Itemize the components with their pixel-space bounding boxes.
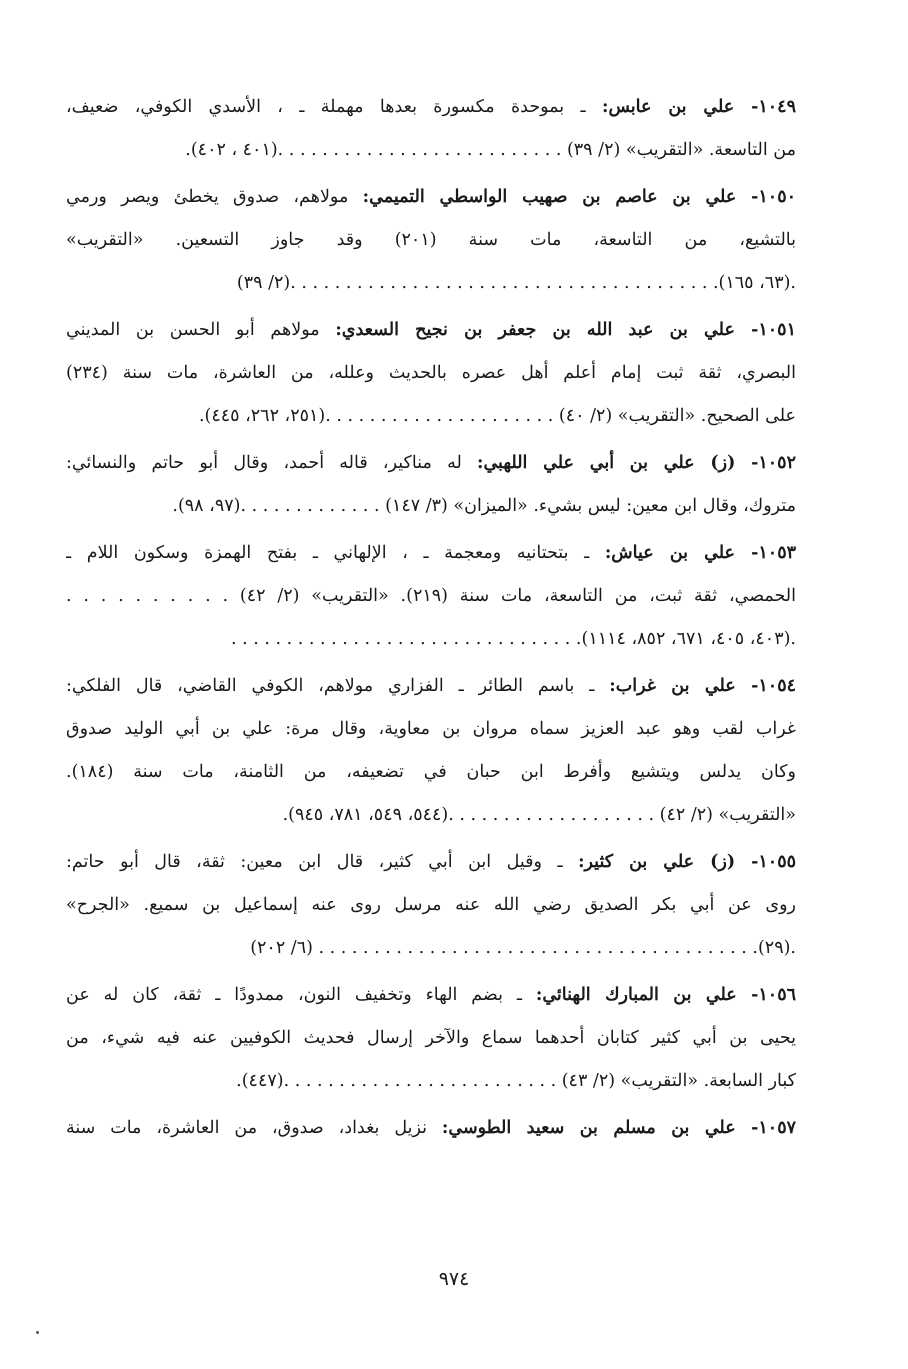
entry-line	[66, 219, 796, 262]
entry-heading: ١٠٥٧- علي بن مسلم بن سعيد الطوسي:	[441, 1118, 796, 1138]
entry-line	[66, 532, 796, 575]
entry-line	[66, 86, 796, 129]
entry-heading: ١٠٥٥- (ز) علي بن كثير:	[578, 852, 796, 872]
entry-text: بالتشيع، من التاسعة، مات سنة (٢٠١) وقد جاوز التسعين. «التقريب»	[66, 230, 796, 250]
entry-text: على الصحيح. «التقريب» (٢/ ٤٠) . . . . . . . . . . . . . . . . . . . . .(٢٥١، ٢٦٢، ٤٤٥).	[198, 406, 796, 426]
entry-text: (٢/ ٣٩). . . . . . . . . . . . . . . . . . . . . . . . . . . . . . . . . . . . . . .(٦٣، ١٦٥).	[236, 273, 796, 293]
entry-line	[66, 974, 796, 1017]
entry-text: له مناكير، قاله أحمد، وقال أبو حاتم والنسائي:	[66, 453, 478, 473]
entry-text: (٦/ ٢٠٢) . . . . . . . . . . . . . . . . . . . . . . . . . . . . . . . . . . . . . . . .(٢٩).	[250, 938, 796, 958]
entry-line	[66, 395, 796, 438]
entry-line	[66, 575, 796, 618]
entry-line	[66, 352, 796, 395]
entry-text: غراب لقب وهو عبد العزيز سماه مروان بن معاوية، وقال مرة: علي بن أبي الوليد صدوق	[66, 719, 796, 739]
entry-text: كبار السابعة. «التقريب» (٢/ ٤٣) . . . . . . . . . . . . . . . . . . . . . . . . .(٤٤٧).	[236, 1071, 796, 1091]
entry	[66, 974, 796, 1103]
entry	[66, 309, 796, 438]
page-number: ٩٧٤	[438, 1268, 470, 1290]
entry	[66, 532, 796, 661]
entry-line	[66, 262, 796, 305]
entry-text: ـ بموحدة مكسورة بعدها مهملة ـ ، الأسدي الكوفي، ضعيف،	[66, 97, 603, 117]
entry-text: متروك، وقال ابن معين: ليس بشيء. «الميزان» (٣/ ١٤٧) . . . . . . . . . . . . .(٩٧، ٩٨).	[172, 496, 796, 516]
entry-line	[66, 841, 796, 884]
entry-text: البصري، ثقة ثبت إمام أعلم أهل عصره بالحديث وعلله، من العاشرة، مات سنة (٢٣٤)	[66, 363, 796, 383]
entry-line	[66, 1017, 796, 1060]
entry-line	[66, 129, 796, 172]
entry-heading: ١٠٥٠- علي بن عاصم بن صهيب الواسطي التميمي:	[362, 187, 796, 207]
entry-text: الحمصي، ثقة ثبت، من التاسعة، مات سنة (٢١٩). «التقريب» (٢/ ٤٢) . . . . . . . . . .	[66, 586, 796, 606]
entry-heading: ١٠٥٦- علي بن المبارك الهنائي:	[535, 985, 796, 1005]
entry-text: مولاهم، صدوق يخطئ ويصر ورمي	[66, 187, 363, 207]
entry-line	[66, 618, 796, 661]
entry-text: مولاهم أبو الحسن بن المديني	[66, 320, 336, 340]
entry-heading: ١٠٥١- علي بن عبد الله بن جعفر بن نجيح السعدي:	[335, 320, 796, 340]
entry	[66, 86, 796, 172]
entry-text: يحيى بن أبي كثير كتابان أحدهما سماع والآخر إرسال فحديث الكوفيين عنه فيه شيء، من	[66, 1028, 796, 1048]
entry-line	[66, 794, 796, 837]
entry-heading: ١٠٥٢- (ز) علي بن أبي علي اللهبي:	[477, 453, 796, 473]
entry-line	[66, 485, 796, 528]
entry-text: من التاسعة. «التقريب» (٢/ ٣٩) . . . . . . . . . . . . . . . . . . . . . . . . . .(٤٠١ ، ٤٠٢).	[185, 140, 796, 160]
entry-text: ـ باسم الطائر ـ الفزاري مولاهم، الكوفي القاضي، قال الفلكي:	[66, 676, 610, 696]
entry	[66, 442, 796, 528]
entries-list	[66, 86, 796, 1154]
entry-line	[66, 751, 796, 794]
entry	[66, 176, 796, 305]
entry-heading: ١٠٤٩- علي بن عابس:	[602, 97, 796, 117]
entry-text: . . . . . . . . . . . . . . . . . . . . . . . . . . . . . . . .(٤٠٣، ٤٠٥، ٦٧١، ٨٥٢، ١١١٤).	[231, 629, 796, 649]
entry-text: ـ بضم الهاء وتخفيف النون، ممدودًا ـ ثقة، كان له عن	[66, 985, 536, 1005]
entry	[66, 841, 796, 970]
entry-line	[66, 442, 796, 485]
entry-line	[66, 309, 796, 352]
entry-text: روى عن أبي بكر الصديق رضي الله عنه مرسل روى عنه إسماعيل بن سميع. «الجرح»	[66, 895, 796, 915]
entry-text: نزيل بغداد، صدوق، من العاشرة، مات سنة	[66, 1118, 442, 1138]
entry-heading: ١٠٥٤- علي بن غراب:	[609, 676, 796, 696]
entry-line	[66, 665, 796, 708]
entry-line	[66, 927, 796, 970]
entry	[66, 665, 796, 837]
entry-heading: ١٠٥٣- علي بن عياش:	[604, 543, 796, 563]
entry	[66, 1107, 796, 1150]
entry-line	[66, 1060, 796, 1103]
entry-text: ـ بتحتانيه ومعجمة ـ ، الإلهاني ـ بفتح الهمزة وسكون اللام ـ	[66, 543, 605, 563]
entry-line	[66, 176, 796, 219]
entry-text: ـ وقيل ابن أبي كثير، قال ابن معين: ثقة، قال أبو حاتم:	[66, 852, 579, 872]
entry-line	[66, 884, 796, 927]
entry-line	[66, 708, 796, 751]
entry-text: وكان يدلس ويتشيع وأفرط ابن حبان في تضعيفه، من الثامنة، مات سنة (١٨٤).	[66, 762, 796, 782]
entry-text: «التقريب» (٢/ ٤٢) . . . . . . . . . . . . . . . . . . .(٥٤٤، ٥٤٩، ٧٨١، ٩٤٥).	[282, 805, 796, 825]
margin-dot	[36, 1331, 39, 1334]
entry-line	[66, 1107, 796, 1150]
